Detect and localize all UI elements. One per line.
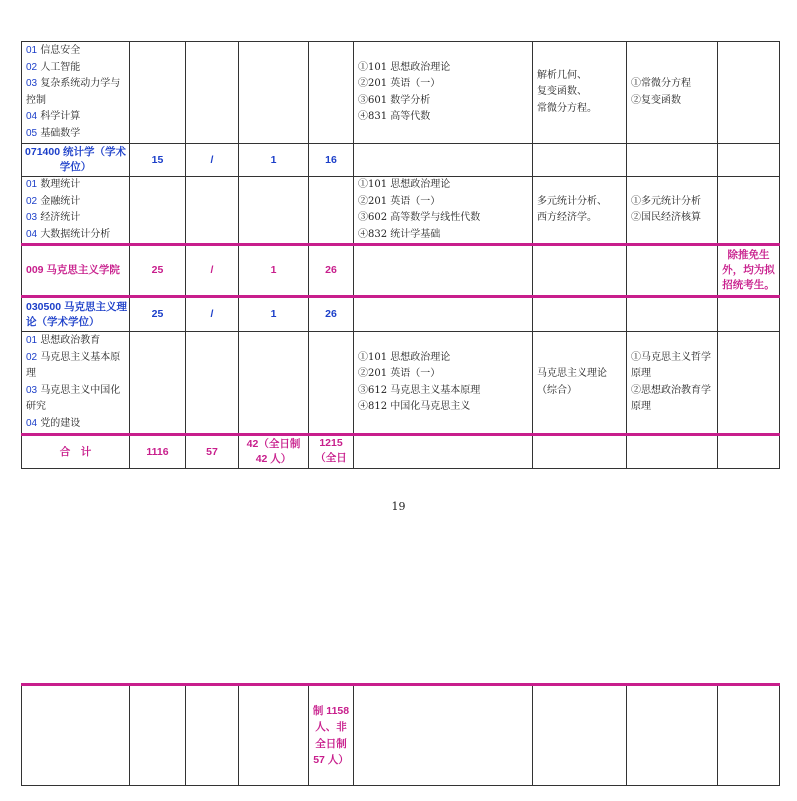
exam-subjects: ①101 思想政治理论 ②201 英语（一） ③601 数学分析 ④831 高等代数 bbox=[354, 42, 533, 144]
major-row-statistics bbox=[22, 144, 780, 177]
plan-total: 15 bbox=[130, 144, 186, 177]
direction-row-statistics bbox=[22, 177, 780, 245]
direction-row-marxism bbox=[22, 332, 780, 435]
direction-list: 01 数理统计 02 金融统计 03 经济统计 04 大数据统计分析 bbox=[22, 177, 130, 245]
plan-fulltime: 1 bbox=[239, 245, 309, 297]
total-plan: 1116 bbox=[130, 435, 186, 469]
major-name: 071400 统计学（学术学位） bbox=[22, 144, 130, 177]
extra-subjects: ①多元统计分析 ②国民经济核算 bbox=[627, 177, 718, 245]
retest-subjects: 马克思主义理论 （综合） bbox=[533, 332, 627, 435]
retest-subjects: 解析几何、 复变函数、 常微分方程。 bbox=[533, 42, 627, 144]
college-note: 除推免生外，均为拟招统考生。 bbox=[718, 245, 780, 297]
major-row-marxism bbox=[22, 297, 780, 332]
plan-tuimian: / bbox=[186, 245, 239, 297]
total-label: 合 计 bbox=[22, 435, 130, 469]
direction-list: 01 信息安全 02 人工智能 03 复杂系统动力学与控制 04 科学计算 05 基础数学 bbox=[22, 42, 130, 144]
plan-sum: 16 bbox=[309, 144, 354, 177]
exam-subjects: ①101 思想政治理论 ②201 英语（一） ③602 高等数学与线性代数 ④832 统计学基础 bbox=[354, 177, 533, 245]
plan-fulltime: 1 bbox=[239, 144, 309, 177]
retest-subjects: 多元统计分析、 西方经济学。 bbox=[533, 177, 627, 245]
extra-subjects: ①马克思主义哲学原理 ②思想政治教育学原理 bbox=[627, 332, 718, 435]
page-number: 19 bbox=[391, 500, 406, 513]
total-sum: 1215（全日 bbox=[309, 435, 354, 469]
total-tuimian: 57 bbox=[186, 435, 239, 469]
college-row-marxism bbox=[22, 245, 780, 297]
plan-fulltime: 1 bbox=[239, 297, 309, 332]
plan-sum: 26 bbox=[309, 245, 354, 297]
plan-tuimian: / bbox=[186, 144, 239, 177]
total-row bbox=[22, 435, 780, 469]
enrollment-table-continued bbox=[21, 683, 780, 786]
exam-subjects: ①101 思想政治理论 ②201 英语（一） ③612 马克思主义基本原理 ④812 中国化马克思主义 bbox=[354, 332, 533, 435]
enrollment-table bbox=[21, 41, 780, 469]
total-sum-continued: 制 1158 人、非全日制 57 人） bbox=[309, 685, 354, 786]
major-name: 030500 马克思主义理论（学术学位） bbox=[22, 297, 130, 332]
plan-total: 25 bbox=[130, 245, 186, 297]
direction-row-math bbox=[22, 42, 780, 144]
total-row-continued bbox=[22, 685, 780, 786]
total-fulltime: 42（全日制 42 人） bbox=[239, 435, 309, 469]
direction-list: 01 思想政治教育 02 马克思主义基本原理 03 马克思主义中国化研究 04 党的建设 bbox=[22, 332, 130, 435]
plan-tuimian: / bbox=[186, 297, 239, 332]
plan-total: 25 bbox=[130, 297, 186, 332]
college-name: 009 马克思主义学院 bbox=[22, 245, 130, 297]
plan-sum: 26 bbox=[309, 297, 354, 332]
extra-subjects: ①常微分方程 ②复变函数 bbox=[627, 42, 718, 144]
